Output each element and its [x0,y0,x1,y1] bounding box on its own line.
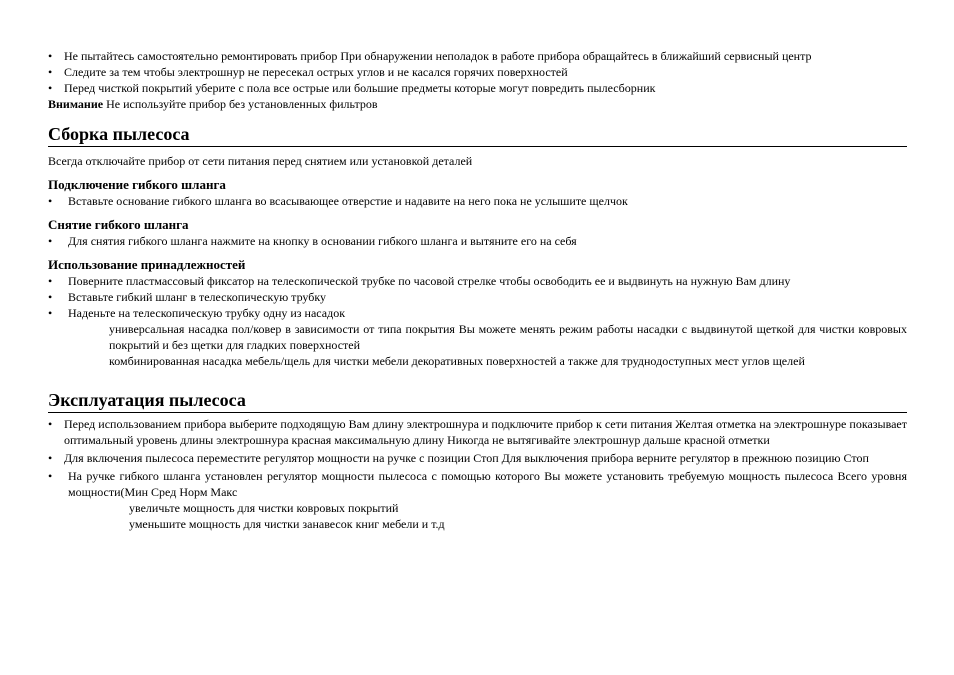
connect-hose-bullet [48,193,907,209]
power-decrease-note: уменьшите мощность для чистки занавесок книг мебели и т.д [129,517,445,531]
warning-text: Не используйте прибор без установленных фильтров [106,97,378,111]
operation-bullet-text: На ручке гибкого шланга установлен регулятор мощности пылесоса с помощью которого Вы можете установить требуемую мощность пылесоса Всего уровня мощности(Мин Сред Норм Макс [68,469,907,499]
intro-bullet-text: Следите за тем чтобы электрошнур не пересекал острых углов и не касался горячих поверхностей [64,65,568,79]
operation-bullet-cord [48,416,907,448]
intro-bullet-text: Не пытайтесь самостоятельно ремонтировать прибор При обнаружении неполадок в работе прибора обращайтесь в ближайший сервисный центр [64,49,812,63]
nozzle-universal: универсальная насадка пол/ковер в зависимости от типа покрытия Вы можете менять режим работы насадки с выдвинутой щеткой для чистки ковровых покрытий и без щетки для гладких поверхностей [109,322,907,352]
intro-bullet-text: Перед чисткой покрытий уберите с пола все острые или большие предметы которые могут повредить пылесборник [64,81,656,95]
intro-bullet-repair [48,48,907,64]
accessories-bullet-text: Наденьте на телескопическую трубку одну из насадок [68,306,346,320]
remove-hose-bullet [48,233,907,249]
intro-bullet-cord [48,64,907,80]
remove-hose-heading: Снятие гибкого шланга [48,217,189,232]
manual-page [48,48,907,532]
connect-hose-text: Вставьте основание гибкого шланга во всасывающее отверстие и надавите на него пока не услышите щелчок [68,194,628,208]
assembly-note: Всегда отключайте прибор от сети питания перед снятием или установкой деталей [48,154,473,168]
accessories-bullet-hose [48,289,907,305]
accessories-bullet-nozzle [48,305,907,321]
accessories-bullet-text: Вставьте гибкий шланг в телескопическую трубку [68,290,327,304]
connect-hose-heading: Подключение гибкого шланга [48,177,226,192]
operation-bullet-regulator [48,468,907,500]
remove-hose-text: Для снятия гибкого шланга нажмите на кнопку в основании гибкого шланга и вытяните его на себя [68,234,577,248]
accessories-bullet-lock [48,273,907,289]
operation-bullet-text: Перед использованием прибора выберите подходящую Вам длину электрошнура и подключите прибор к сети питания Желтая отметка на электрошнуре показывает оптимальный уровень длины электрошнура красная максимальную длину Никогда не вытягивайте электрошнур дальше красной отметки [64,417,907,447]
accessories-bullet-text: Поверните пластмассовый фиксатор на телескопической трубке по часовой стрелке чтобы освободить ее и выдвинуть на нужную Вам длину [68,274,791,288]
nozzle-combined: комбинированная насадка мебель/щель для чистки мебели декоративных поверхностей а также для труднодоступных мест углов щелей [109,354,805,368]
warning-line [48,96,907,112]
assembly-heading: Сборка пылесоса [48,123,907,147]
warning-label: Внимание [48,97,104,111]
power-increase-note: увеличьте мощность для чистки ковровых покрытий [129,501,399,515]
operation-bullet-text: Для включения пылесоса переместите регулятор мощности на ручке с позиции Стоп Для выключения прибора верните регулятор в прежнюю позицию Стоп [64,451,869,465]
operation-bullet-power-on [48,450,907,466]
accessories-heading: Использование принадлежностей [48,257,246,272]
intro-bullet-objects [48,80,907,96]
operation-heading: Эксплуатация пылесоса [48,389,907,413]
